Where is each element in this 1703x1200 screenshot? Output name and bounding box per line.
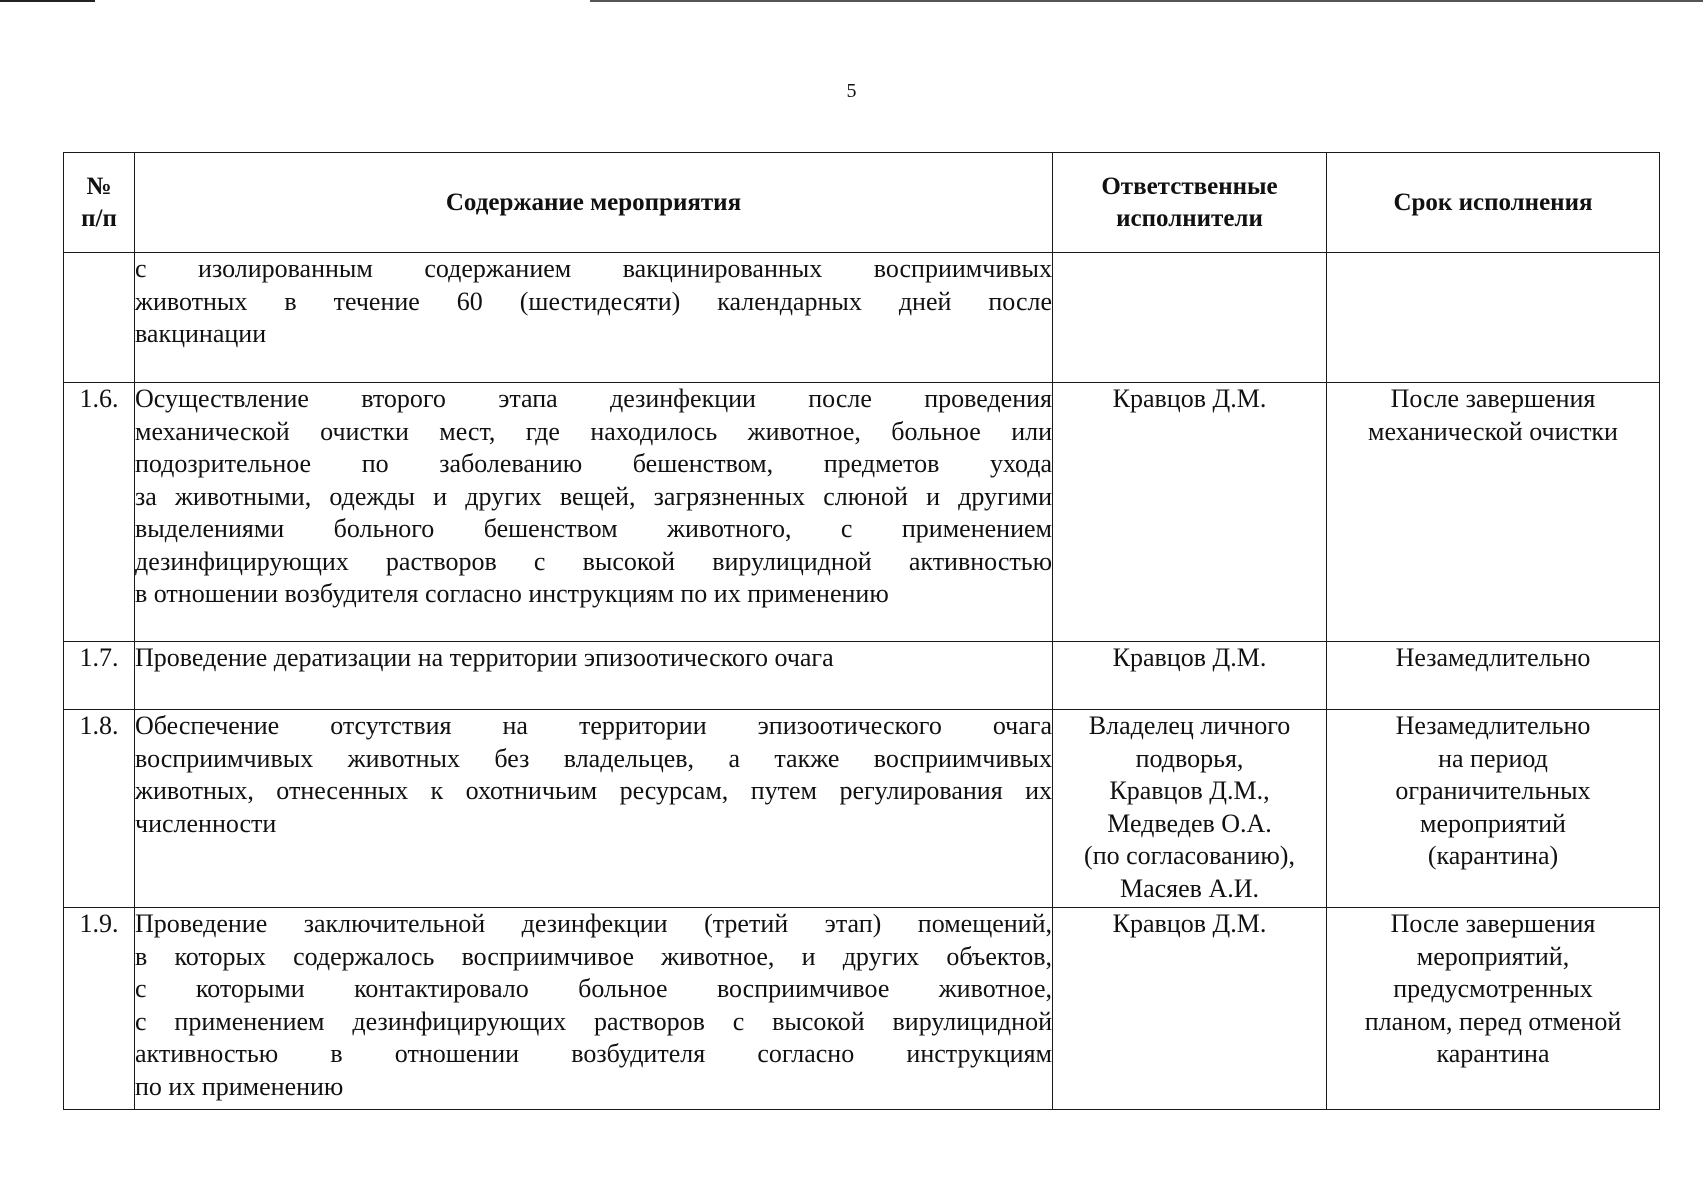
header-content: Содержание мероприятия: [135, 153, 1053, 253]
header-responsible-line: исполнители: [1116, 204, 1263, 232]
header-responsible: [1053, 153, 1327, 253]
header-row: [64, 153, 1660, 253]
deadline-line: карантина: [1436, 1039, 1550, 1068]
row-responsible: [1053, 383, 1327, 642]
table-row: [64, 908, 1660, 1110]
responsible-line: Масяев А.И.: [1119, 873, 1260, 903]
deadline-line: механической очистки: [1368, 416, 1618, 446]
responsible-line: (по согласованию),: [1084, 841, 1295, 870]
content-line: Осуществление второго этапа дезинфекции после проведения: [135, 384, 1052, 413]
deadline-line: на период: [1438, 743, 1548, 773]
row-responsible: [1053, 908, 1327, 1110]
content-line: с применением дезинфицирующих растворов с высокой вирулицидной: [135, 1006, 1052, 1036]
row-number: 1.8.: [64, 710, 135, 908]
deadline-line: ограничительных: [1395, 776, 1591, 805]
row-number: 1.9.: [64, 908, 135, 1110]
row-content: [135, 253, 1053, 383]
responsible-line: Кравцов Д.М.: [1112, 643, 1267, 672]
content-line: в которых содержалось восприимчивое животное, и других объектов,: [135, 941, 1052, 971]
table-row: [64, 710, 1660, 908]
deadline-line: предусмотренных: [1393, 974, 1593, 1003]
row-content: [135, 710, 1053, 908]
responsible-line: Владелец личного: [1088, 711, 1291, 740]
content-line: Проведение дератизации на территории эпизоотического очага: [135, 643, 834, 672]
content-line: животных, отнесенных к охотничьим ресурсам, путем регулирования их: [135, 776, 1052, 805]
content-line: выделениями больного бешенством животного, с применением: [135, 514, 1052, 543]
responsible-line: подворья,: [1135, 743, 1244, 773]
deadline-line: мероприятий,: [1416, 941, 1570, 971]
row-deadline: [1327, 642, 1660, 710]
row-deadline: [1327, 383, 1660, 642]
table-row: [64, 642, 1660, 710]
content-line: животных в течение 60 (шестидесяти) календарных дней после: [135, 286, 1052, 316]
deadline-line: планом, перед отменой: [1364, 1006, 1622, 1036]
header-number: [64, 153, 135, 253]
responsible-line: Кравцов Д.М.: [1112, 909, 1267, 938]
content-line: дезинфицирующих растворов с высокой вирулицидной активностью: [135, 546, 1052, 576]
content-line: по их применению: [135, 1071, 344, 1101]
deadline-line: (карантина): [1427, 841, 1559, 870]
row-deadline: [1327, 253, 1660, 383]
row-content: [135, 642, 1053, 710]
table-header: [64, 153, 1660, 253]
table-row: [64, 383, 1660, 642]
content-line: Обеспечение отсутствия на территории эпизоотического очага: [135, 711, 1052, 740]
content-line: в отношении возбудителя согласно инструкциям по их применению: [135, 579, 889, 608]
header-number-line: п/п: [81, 204, 117, 232]
header-responsible-line: Ответственные: [1101, 172, 1278, 200]
scan-edge-line-left: [0, 0, 95, 2]
content-line: с изолированным содержанием вакцинированных восприимчивых: [135, 254, 1052, 283]
row-number: 1.7.: [64, 642, 135, 710]
content-line: подозрительное по заболеванию бешенством, предметов ухода: [135, 449, 1052, 478]
row-number: 1.6.: [64, 383, 135, 642]
content-line: Проведение заключительной дезинфекции (третий этап) помещений,: [135, 909, 1052, 938]
deadline-line: Незамедлительно: [1395, 643, 1591, 672]
table-body: [64, 253, 1660, 1110]
scan-edge-line-right: [590, 0, 1703, 2]
deadline-line: После завершения: [1390, 909, 1596, 938]
header-deadline: Срок исполнения: [1327, 153, 1660, 253]
content-line: восприимчивых животных без владельцев, а также восприимчивых: [135, 743, 1052, 773]
content-line: вакцинации: [135, 319, 267, 348]
table-row: [64, 253, 1660, 383]
row-responsible: [1053, 710, 1327, 908]
row-number: [64, 253, 135, 383]
deadline-line: После завершения: [1390, 384, 1596, 413]
row-deadline: [1327, 908, 1660, 1110]
responsible-line: Медведев О.А.: [1107, 808, 1272, 838]
row-deadline: [1327, 710, 1660, 908]
header-number-line: №: [86, 172, 112, 200]
page-number: 5: [846, 80, 857, 102]
content-line: численности: [135, 808, 277, 838]
deadline-line: Незамедлительно: [1395, 711, 1591, 740]
row-content: [135, 383, 1053, 642]
content-line: с которыми контактировало больное восприимчивое животное,: [135, 974, 1052, 1003]
measures-table: [63, 152, 1660, 1110]
deadline-line: мероприятий: [1420, 808, 1566, 838]
row-content: [135, 908, 1053, 1110]
content-line: за животными, одежды и других вещей, загрязненных слюной и другими: [135, 481, 1052, 511]
responsible-line: Кравцов Д.М.: [1112, 384, 1267, 413]
responsible-line: Кравцов Д.М.,: [1109, 776, 1270, 805]
content-line: активностью в отношении возбудителя согласно инструкциям: [135, 1039, 1052, 1068]
row-responsible: [1053, 642, 1327, 710]
row-responsible: [1053, 253, 1327, 383]
content-line: механической очистки мест, где находилось животное, больное или: [135, 416, 1052, 446]
